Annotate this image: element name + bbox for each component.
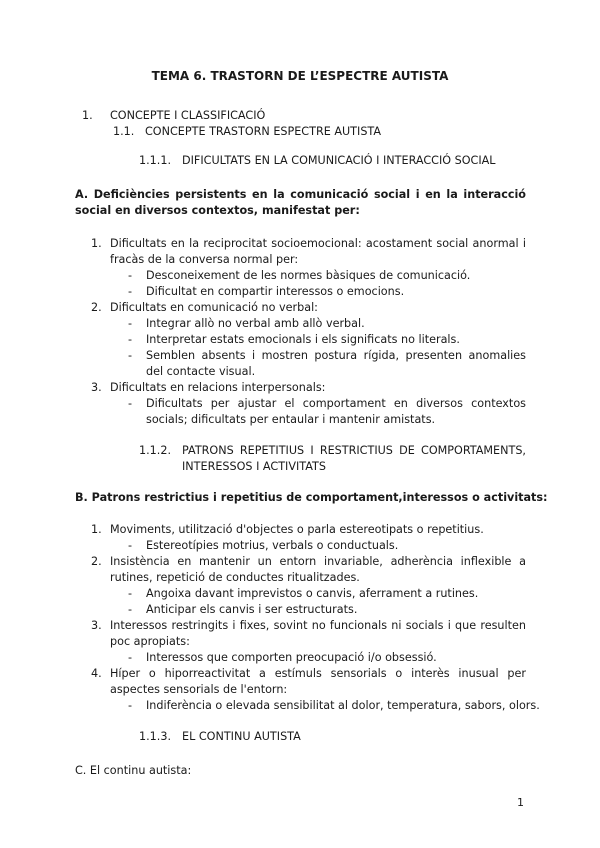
b-item-2-text: Insistència en mantenir un entorn invariable, adherència inflexible a rutines, repetició de conductes ritualitzades. <box>110 555 526 584</box>
section-1-number: 1. <box>82 109 93 122</box>
section-1-1-heading: CONCEPTE TRASTORN ESPECTRE AUTISTA <box>145 125 382 138</box>
b-item-2-sub-2: Anticipar els canvis i ser estructurats. <box>146 603 358 616</box>
dash: - <box>128 269 133 282</box>
section-1-heading: CONCEPTE I CLASSIFICACIÓ <box>110 109 266 122</box>
b-item-4-text: Híper o hiporreactivitat a estímuls sensorials o interès inusual per aspectes sensorials de l'entorn: <box>110 667 526 696</box>
a-item-3-sub-1: Dificultats per ajustar el comportament en diversos contextos socials; dificultats per entaular i mantenir amistats. <box>146 397 526 426</box>
page-number: 1 <box>517 796 524 809</box>
dash: - <box>128 603 133 616</box>
a-item-3-text: Dificultats en relacions interpersonals: <box>110 381 326 394</box>
dash: - <box>128 651 133 664</box>
b-item-3-sub-1: Interessos que comporten preocupació i/o obsessió. <box>146 651 437 664</box>
a-item-1-text: Dificultats en la reciprocitat socioemocional: acostament social anormal i fracàs de la conversa normal per: <box>110 237 526 266</box>
page-title: TEMA 6. TRASTORN DE L’ESPECTRE AUTISTA <box>151 69 449 83</box>
dash: - <box>128 539 133 552</box>
a-item-2-sub-3: Semblen absents i mostren postura rígida, presenten anomalies del contacte visual. <box>146 349 526 378</box>
b-item-1-sub-1: Estereotípies motrius, verbals o conductuals. <box>146 539 399 552</box>
part-a-heading: A. Deficiències persistents en la comunicació social i en la interacció social en diversos contextos, manifestat per: <box>75 188 526 217</box>
a-item-2-number: 2. <box>91 301 102 314</box>
a-item-2-text: Dificultats en comunicació no verbal: <box>110 301 318 314</box>
section-1-1-3-number: 1.1.3. <box>139 730 172 743</box>
b-item-3-text: Interessos restringits i fixes, sovint no funcionals ni socials i que resulten poc apropiats: <box>110 619 526 648</box>
b-item-1-text: Moviments, utilització d'objectes o parla estereotipats o repetitius. <box>110 523 484 536</box>
section-1-1-number: 1.1. <box>113 125 135 138</box>
b-item-2-number: 2. <box>91 555 102 568</box>
dash: - <box>128 397 133 410</box>
b-item-2-sub-1: Angoixa davant imprevistos o canvis, aferrament a rutines. <box>146 587 479 600</box>
a-item-1-sub-2: Dificultat en compartir interessos o emocions. <box>146 285 405 298</box>
b-item-3-number: 3. <box>91 619 102 632</box>
dash: - <box>128 699 133 712</box>
dash: - <box>128 349 133 362</box>
a-item-2-sub-2: Interpretar estats emocionals i els significats no literals. <box>146 333 460 346</box>
section-1-1-1-number: 1.1.1. <box>139 154 172 167</box>
dash: - <box>128 587 133 600</box>
a-item-1-sub-1: Desconeixement de les normes bàsiques de comunicació. <box>146 269 471 282</box>
a-item-3-number: 3. <box>91 381 102 394</box>
dash: - <box>128 317 133 330</box>
part-b-heading: B. Patrons restrictius i repetitius de comportament,interessos o activitats: <box>75 491 548 504</box>
dash: - <box>128 285 133 298</box>
a-item-1-number: 1. <box>91 237 102 250</box>
section-1-1-2-heading: PATRONS REPETITIUS I RESTRICTIUS DE COMPORTAMENTS, INTERESSOS I ACTIVITATS <box>182 444 526 473</box>
dash: - <box>128 333 133 346</box>
section-1-1-1-heading: DIFICULTATS EN LA COMUNICACIÓ I INTERACCIÓ SOCIAL <box>182 154 496 167</box>
part-c-heading: C. El continu autista: <box>75 764 192 777</box>
a-item-2-sub-1: Integrar allò no verbal amb allò verbal. <box>146 317 365 330</box>
b-item-4-sub-1: Indiferència o elevada sensibilitat al dolor, temperatura, sabors, olors. <box>146 699 540 712</box>
section-1-1-2-number: 1.1.2. <box>139 444 172 457</box>
b-item-1-number: 1. <box>91 523 102 536</box>
section-1-1-3-heading: EL CONTINU AUTISTA <box>182 730 301 743</box>
b-item-4-number: 4. <box>91 667 102 680</box>
